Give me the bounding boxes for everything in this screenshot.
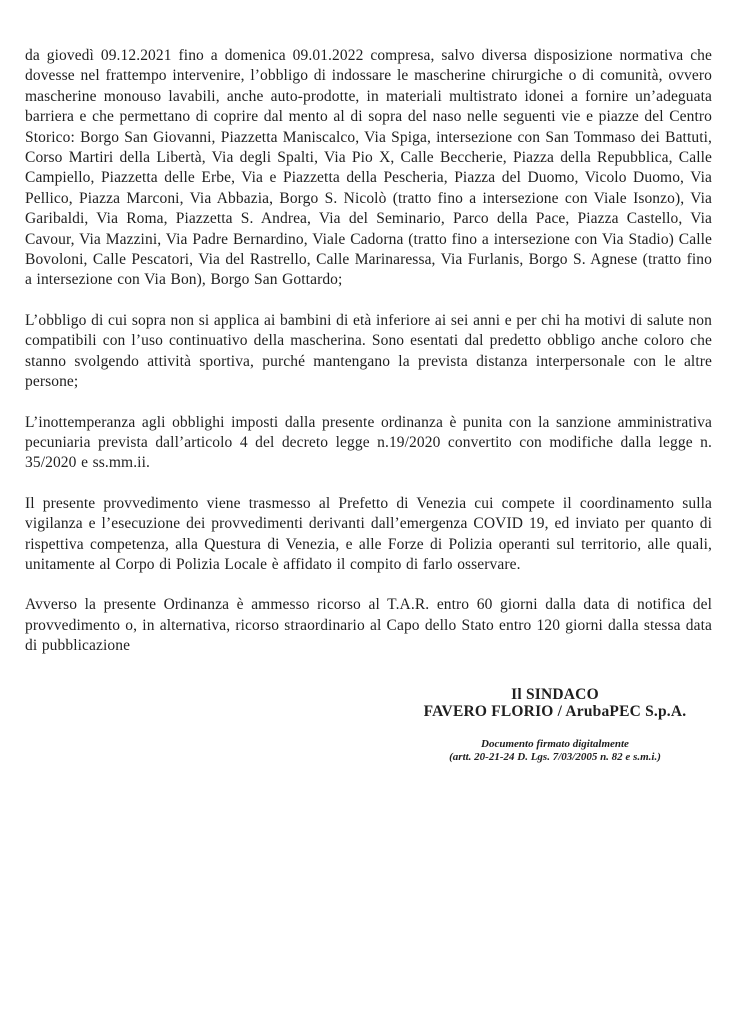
paragraph-transmission-enforcement: Il presente provvedimento viene trasmesso al Prefetto di Venezia cui compete il coordinamento sulla vigilanza e l’esecuzione dei provvedimenti derivanti dall’emergenza COVID 19, ed inviato per quanto di rispettiva competenza, alla Questura di Venezia, e alle Forze di Polizia operanti sul territorio, alle quali, unitamente al Corpo di Polizia Locale è affidato il compito di farlo osservare. <box>25 494 712 573</box>
paragraph-sanctions: L’inottemperanza agli obblighi imposti dalla presente ordinanza è punita con la sanzione amministrativa pecuniaria prevista dall’articolo 4 del decreto legge n.19/2020 convertito con modifiche dalla legge n. 35/2020 e ss.mm.ii. <box>25 413 712 472</box>
paragraph-exemptions: L’obbligo di cui sopra non si applica ai bambini di età inferiore ai sei anni e per chi ha motivi di salute non compatibili con l’uso continuativo della mascherina. Sono esentati dal predetto obbligo anche coloro che stanno svolgendo attività sportiva, purché mantengano la prevista distanza interpersonale con le altre persone; <box>25 311 712 391</box>
signature-block <box>377 686 733 764</box>
signature-name: FAVERO FLORIO / ArubaPEC S.p.A. <box>423 703 687 721</box>
digital-signature-note-line2: (artt. 20-21-24 D. Lgs. 7/03/2005 n. 82 e s.m.i.) <box>449 750 661 763</box>
digital-signature-note <box>377 738 733 764</box>
digital-signature-note-line1: Documento firmato digitalmente <box>481 737 629 750</box>
signature-role: Il SINDACO <box>511 685 599 703</box>
paragraph-mask-obligation-streets: da giovedì 09.12.2021 fino a domenica 09.01.2022 compresa, salvo diversa disposizione normativa che dovesse nel frattempo intervenire, l’obbligo di indossare le mascherine chirurgiche o di comunità, ovvero mascherine monouso lavabili, anche auto-prodotte, in materiali multistrato idonei a fornire un’adeguata barriera e che permettano di coprire dal mento al di sopra del naso nelle seguenti vie e piazze del Centro Storico: Borgo San Giovanni, Piazzetta Maniscalco, Via Spiga, intersezione con San Tommaso dei Battuti, Corso Martiri della Libertà, Via degli Spalti, Via Pio X, Calle Beccherie, Piazza della Repubblica, Calle Campiello, Piazzetta delle Erbe, Via e Piazzetta della Pescheria, Piazza del Duomo, Vicolo Duomo, Via Pellico, Piazza Marconi, Via Abbazia, Borgo S. Nicolò (tratto fino a intersezione con Viale Isonzo), Via Garibaldi, Via Roma, Piazzetta S. Andrea, Via del Seminario, Parco della Pace, Piazza Castello, Via Cavour, Via Mazzini, Via Padre Bernardino, Viale Cadorna (tratto fino a intersezione con Via Stadio) Calle Bovoloni, Calle Pescatori, Via del Rastrello, Calle Marinaressa, Via Furlanis, Borgo S. Agnese (tratto fino a intersezione con Via Bon), Borgo San Gottardo; <box>25 47 712 289</box>
paragraph-appeal: Avverso la presente Ordinanza è ammesso ricorso al T.A.R. entro 60 giorni dalla data di notifica del provvedimento o, in alternativa, ricorso straordinario al Capo dello Stato entro 120 giorni dalla stessa data di pubblicazione <box>25 596 712 655</box>
